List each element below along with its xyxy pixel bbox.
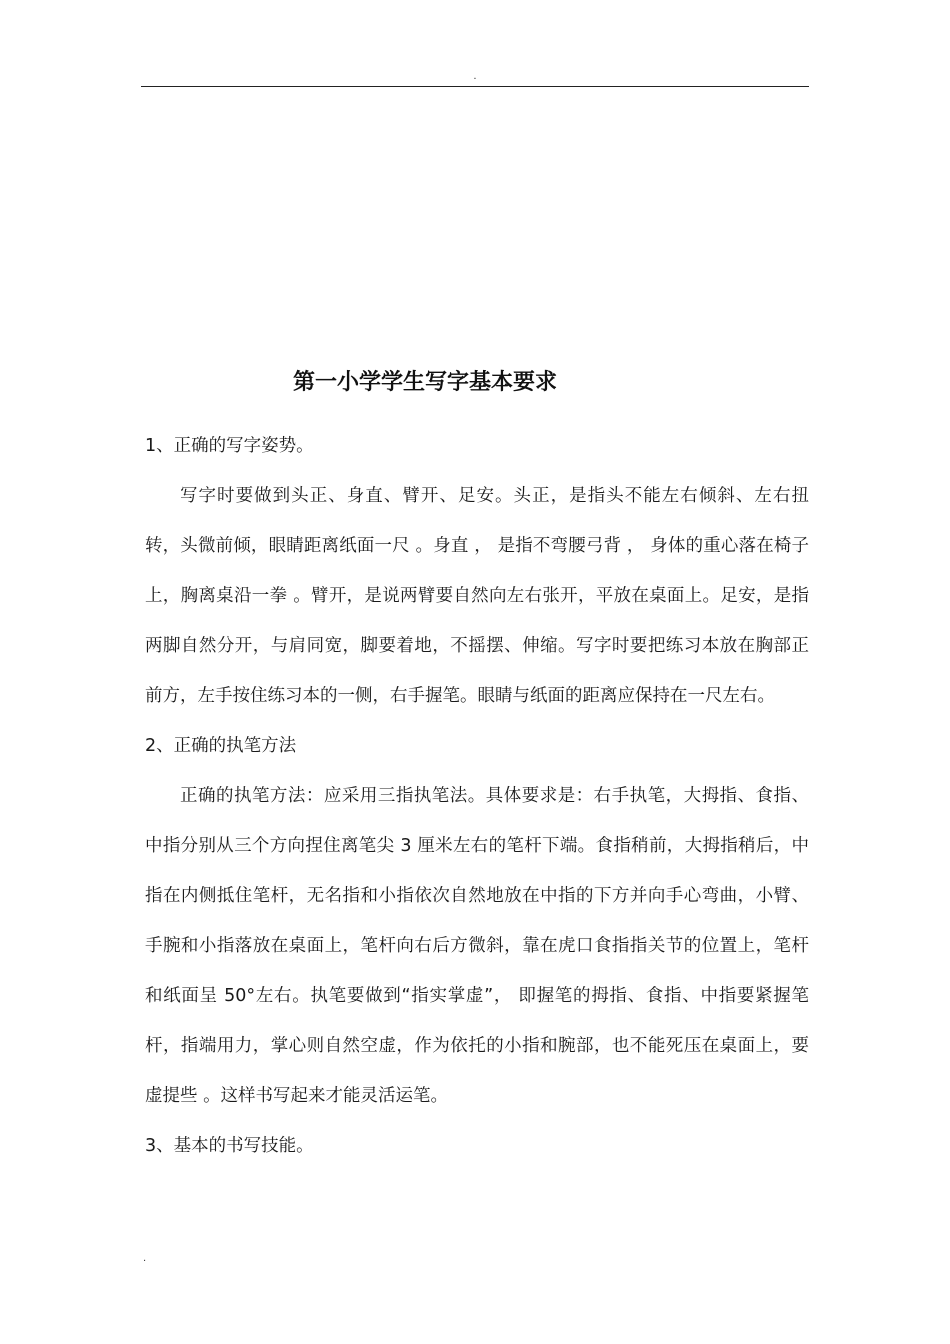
section-heading-pen-grip: 2、正确的执笔方法 xyxy=(145,736,297,756)
header-rule xyxy=(141,86,809,87)
section-heading-writing-skills: 3、基本的书写技能。 xyxy=(145,1136,314,1156)
header-mark: . xyxy=(473,71,477,82)
document-body xyxy=(145,421,809,1171)
footer-mark: . xyxy=(143,1253,147,1264)
document-title: 第一小学学生写字基本要求 xyxy=(292,370,557,395)
section-body-pen-grip: 正确的执笔方法：应采用三指执笔法。具体要求是：右手执笔，大拇指、食指、中指分别从三个方向捏住离笔尖 3 厘米左右的笔杆下端。食指稍前，大拇指稍后，中指在内侧抵住笔杆，无名指和小指依次自然地放在中指的下方并向手心弯曲，小臂、手腕和小指落放在桌面上，笔杆向右后方微斜，靠在虎口食指指关节的位置上，笔杆和纸面呈 50°左右。执笔要做到“指实掌虚”， 即握笔的拇指、食指、中指要紧握笔杆，指端用力，掌心则自然空虚，作为依托的小指和腕部，也不能死压在桌面上，要虚提些 。这样书写起来才能灵活运笔。 xyxy=(145,786,809,1106)
section-heading-posture: 1、正确的写字姿势。 xyxy=(145,436,314,456)
section-body-posture: 写字时要做到头正、身直、臂开、足安。头正，是指头不能左右倾斜、左右扭转，头微前倾，眼睛距离纸面一尺 。身直 ， 是指不弯腰弓背 ， 身体的重心落在椅子上，胸离桌沿一拳 。臂开，是说两臂要自然向左右张开，平放在桌面上。足安，是指两脚自然分开，与肩同宽，脚要着地，不摇摆、伸缩。写字时要把练习本放在胸部正前方，左手按住练习本的一侧，右手握笔。眼睛与纸面的距离应保持在一尺左右。 xyxy=(145,486,809,706)
